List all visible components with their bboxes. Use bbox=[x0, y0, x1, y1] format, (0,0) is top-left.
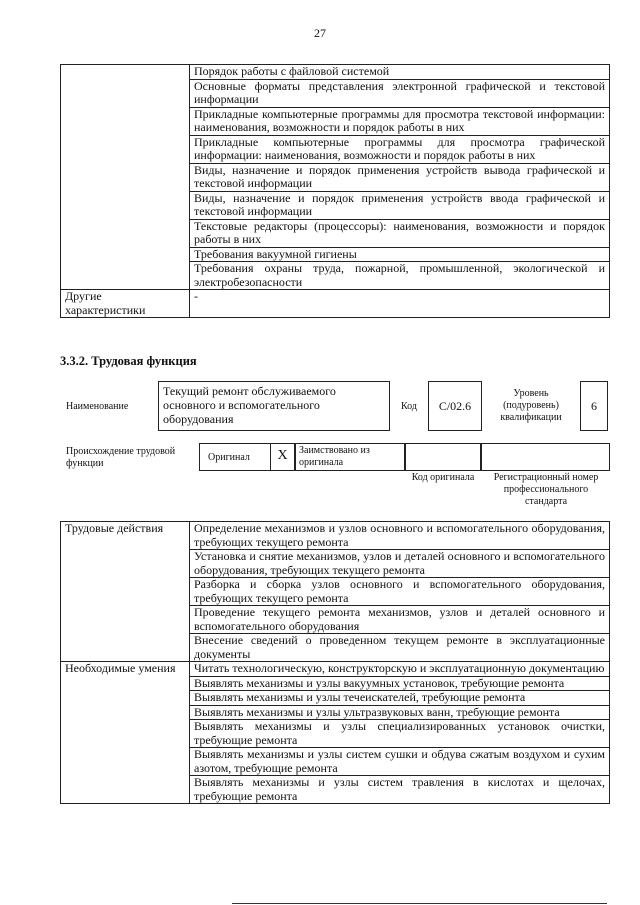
section-title: 3.3.2. Трудовая функция bbox=[60, 354, 197, 368]
original-mark: X bbox=[270, 443, 295, 471]
knowledge-row: Текстовые редакторы (процессоры): наименования, возможности и порядок работы в них bbox=[190, 219, 610, 247]
skill-item: Выявлять механизмы и узлы ультразвуковых ванн, требующие ремонта bbox=[190, 705, 610, 720]
origin-label: Происхождение трудовой функции bbox=[66, 446, 176, 469]
code-value: C/02.6 bbox=[428, 381, 482, 431]
name-value: Текущий ремонт обслуживаемого основного и вспомогательного оборудования bbox=[158, 381, 390, 431]
skill-item: Выявлять механизмы и узлы специализированных установок очистки, требующие ремонта bbox=[190, 720, 610, 748]
knowledge-label-cell bbox=[61, 65, 190, 290]
knowledge-row: Прикладные компьютерные программы для просмотра текстовой информации: наименования, возможности и порядок работы в них bbox=[190, 107, 610, 135]
knowledge-table bbox=[60, 64, 610, 318]
original-label: Оригинал bbox=[208, 452, 250, 463]
skill-item: Выявлять механизмы и узлы вакуумных установок, требующие ремонта bbox=[190, 676, 610, 691]
knowledge-row: Виды, назначение и порядок применения устройств вывода графической и текстовой информации bbox=[190, 163, 610, 191]
knowledge-row: Требования охраны труда, пожарной, промышленной, экологической и электробезопасности bbox=[190, 262, 610, 290]
action-item: Проведение текущего ремонта механизмов, узлов и деталей основного и вспомогательного оборудования bbox=[190, 606, 610, 634]
code-original-box bbox=[405, 443, 481, 471]
page-number: 27 bbox=[314, 26, 326, 40]
function-table bbox=[60, 521, 610, 804]
reg-number-label: Регистрационный номер профессионального стандарта bbox=[493, 472, 599, 507]
borrowed-label: Заимствовано из оригинала bbox=[295, 443, 405, 471]
level-value: 6 bbox=[580, 381, 608, 431]
reg-number-box bbox=[481, 443, 610, 471]
page-bottom-rule bbox=[232, 903, 607, 904]
knowledge-row: Виды, назначение и порядок применения устройств ввода графической и текстовой информации bbox=[190, 191, 610, 219]
level-label: Уровень (подуровень) квалификации bbox=[500, 388, 562, 423]
skill-item: Выявлять механизмы и узлы течеискателей, требующие ремонта bbox=[190, 691, 610, 706]
other-label: Другие характеристики bbox=[61, 290, 190, 318]
code-label: Код bbox=[401, 401, 417, 412]
action-item: Определение механизмов и узлов основного и вспомогательного оборудования, требующих текущего ремонта bbox=[190, 522, 610, 550]
action-item: Внесение сведений о проведенном текущем ремонте в эксплуатационные документы bbox=[190, 634, 610, 662]
actions-label: Трудовые действия bbox=[61, 522, 190, 662]
skill-item: Выявлять механизмы и узлы систем травления в кислотах и щелочах, требующие ремонта bbox=[190, 776, 610, 804]
action-item: Разборка и сборка узлов основного и вспомогательного оборудования, требующих текущего ремонта bbox=[190, 578, 610, 606]
knowledge-row: Прикладные компьютерные программы для просмотра графической информации: наименования, возможности и порядок работы в них bbox=[190, 135, 610, 163]
skill-item: Читать технологическую, конструкторскую и эксплуатационную документацию bbox=[190, 662, 610, 677]
name-label: Наименование bbox=[66, 401, 129, 412]
other-value: - bbox=[190, 290, 610, 318]
skill-item: Выявлять механизмы и узлы систем сушки и обдува сжатым воздухом и сухим азотом, требующие ремонта bbox=[190, 748, 610, 776]
action-item: Установка и снятие механизмов, узлов и деталей основного и вспомогательного оборудования, требующих текущего ремонта bbox=[190, 550, 610, 578]
knowledge-row: Порядок работы с файловой системой bbox=[190, 65, 610, 80]
skills-label: Необходимые умения bbox=[61, 662, 190, 804]
code-original-label: Код оригинала bbox=[411, 472, 475, 483]
knowledge-row: Основные форматы представления электронной графической и текстовой информации bbox=[190, 79, 610, 107]
knowledge-row: Требования вакуумной гигиены bbox=[190, 247, 610, 262]
